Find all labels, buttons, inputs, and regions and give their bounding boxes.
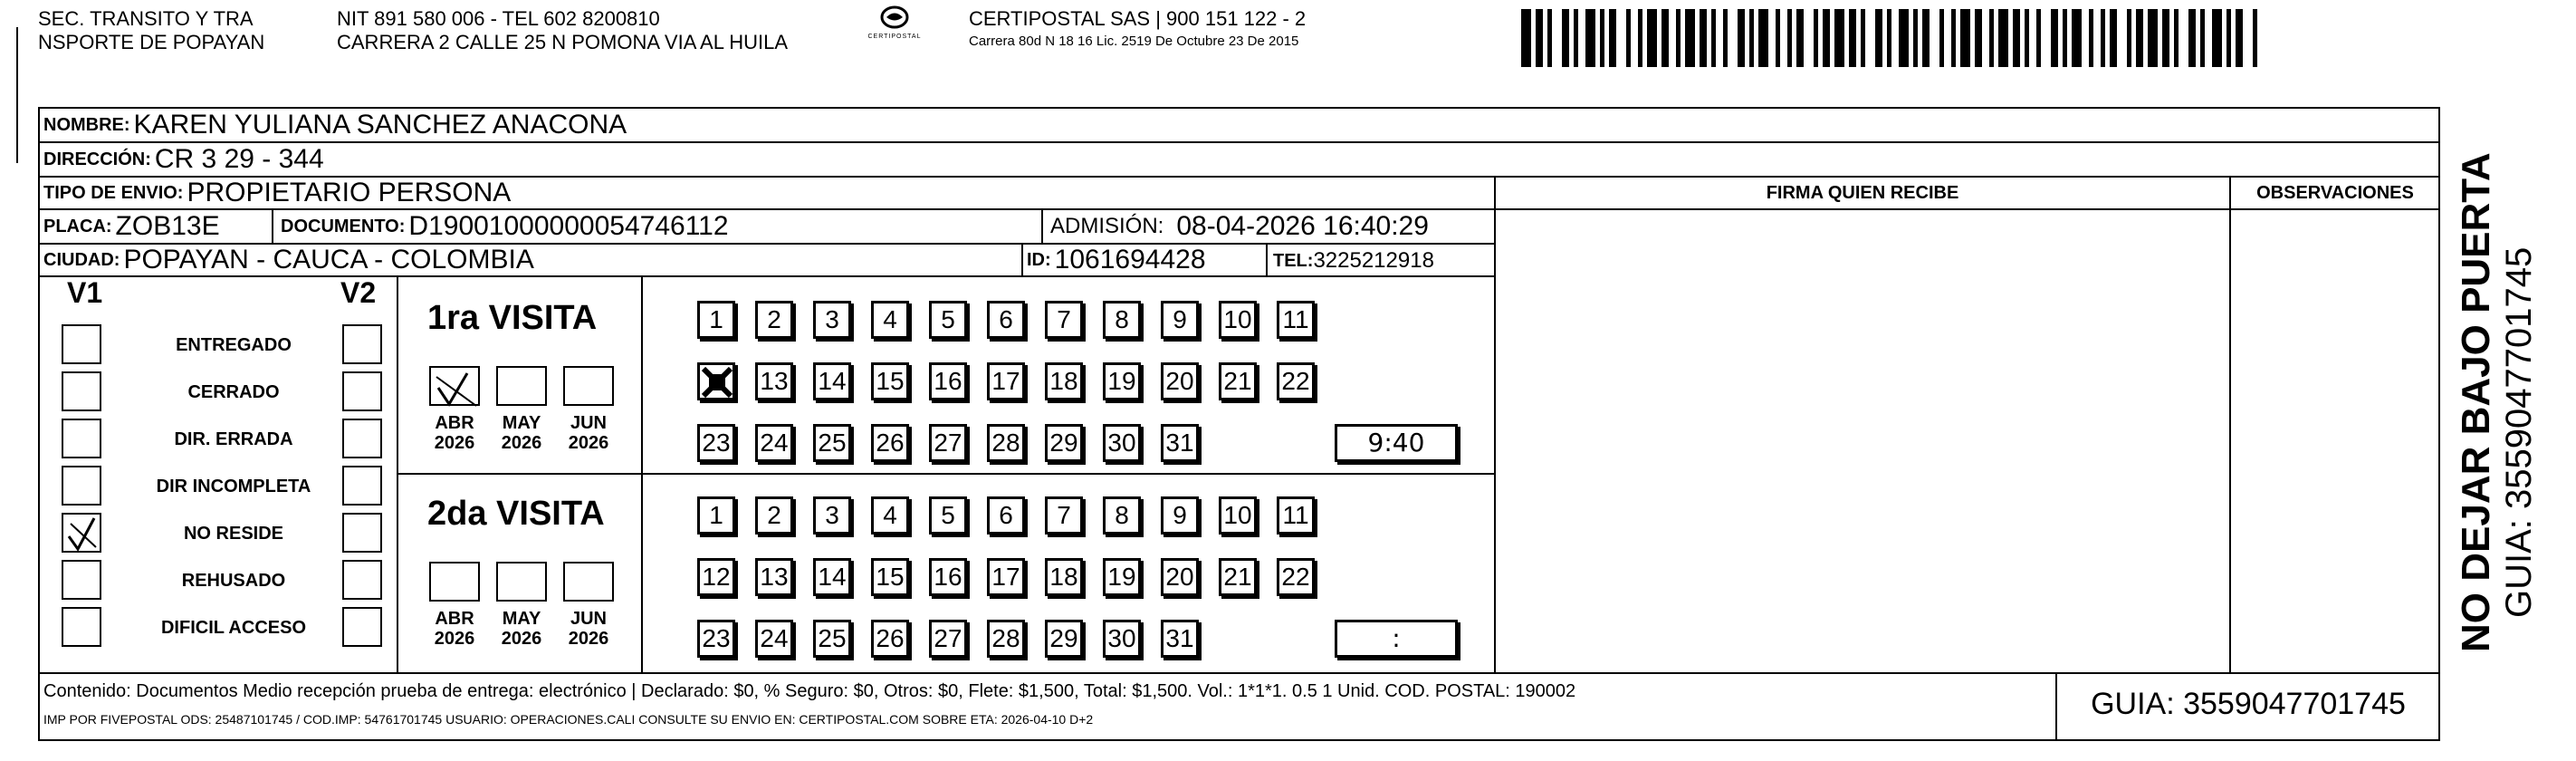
day-box[interactable]: 10 [1219,301,1257,339]
v1-checkbox[interactable] [62,560,101,600]
v1-checkbox[interactable] [62,324,101,364]
status-option-label: ENTREGADO [176,335,292,355]
barcode-bar [2174,9,2179,67]
day-box[interactable]: 2 [755,301,793,339]
v2-checkbox[interactable] [342,560,382,600]
day-box[interactable]: 16 [929,558,967,596]
day-box[interactable]: 21 [1219,558,1257,596]
barcode-bar [2089,9,2093,67]
observaciones-header: OBSERVACIONES [2256,183,2414,203]
day-box[interactable]: 17 [987,362,1025,400]
barcode-bar [1536,9,1543,67]
day-box[interactable]: 27 [929,620,967,658]
month-year: 2026 [568,629,609,649]
month-checkbox-jun[interactable] [563,366,614,406]
barcode-bar [1685,9,1695,67]
admision-label: ADMISIÓN: [1050,214,1164,238]
day-box[interactable]: 30 [1103,620,1141,658]
direccion-value: CR 3 29 - 344 [154,144,324,174]
footer-line2: IMP POR FIVEPOSTAL ODS: 25487101745 / COD.IMP: 54761701745 USUARIO: OPERACIONES.CALI CONSULTE SU ENVIO EN: CERTIPOSTAL.COM SOBRE ETA: 2026-04-10 D+2 [43,712,1094,727]
barcode-bar [2063,9,2067,67]
month-name: MAY [502,609,541,629]
v2-label: V2 [340,276,377,309]
day-box[interactable]: 20 [1161,558,1199,596]
day-box[interactable]: 29 [1045,620,1083,658]
barcode-bar [1723,9,1728,67]
month-year: 2026 [501,433,542,453]
logo-text: CERTIPOSTAL [867,34,922,40]
day-box[interactable]: 7 [1045,301,1083,339]
sender-line1: SEC. TRANSITO Y TRA [38,7,254,30]
day-box[interactable]: 1 [697,301,735,339]
left-margin-mark [16,27,18,163]
month-label [490,413,553,453]
status-option-label: DIFICIL ACCESO [160,618,306,638]
side-text [2454,127,2539,652]
month-checkbox-may[interactable] [496,562,547,602]
nombre-value: KAREN YULIANA SANCHEZ ANACONA [133,110,627,140]
day-box[interactable]: 25 [813,620,851,658]
barcode-bar [1875,9,1882,67]
day-box[interactable]: 19 [1103,558,1141,596]
day-box[interactable]: 14 [813,362,851,400]
tel-label: TEL: [1273,250,1314,271]
id-value: 1061694428 [1054,245,1206,275]
barcode-bar [2036,9,2041,67]
month-year: 2026 [434,433,475,453]
month-name: MAY [502,413,541,433]
month-label [423,413,486,453]
barcode-bar [2101,9,2105,67]
nit-line2: CARRERA 2 CALLE 25 N POMONA VIA AL HUILA [337,31,789,53]
month-name: JUN [570,413,607,433]
month-label [557,609,620,649]
certipostal-logo [858,5,931,49]
day-box[interactable]: 5 [929,496,967,535]
time-box[interactable]: : [1335,620,1458,658]
barcode [1521,0,2273,72]
day-box[interactable]: 28 [987,424,1025,462]
v2-checkbox[interactable] [342,466,382,506]
status-option-label: DIR INCOMPLETA [156,477,311,496]
placa-value: ZOB13E [115,211,220,241]
month-label [423,609,486,649]
tipo-value: PROPIETARIO PERSONA [187,178,512,207]
logo-icon [878,5,911,29]
v1-checkbox[interactable] [62,419,101,458]
day-box[interactable]: 21 [1219,362,1257,400]
day-box[interactable]: 30 [1103,424,1141,462]
sender-block [38,7,264,54]
day-box[interactable]: 14 [813,558,851,596]
second-visit-title: 2da VISITA [427,495,605,533]
tipo-label: TIPO DE ENVIO: [43,182,184,203]
placa-label: PLACA: [43,216,112,236]
barcode-bar [2013,9,2020,67]
month-year: 2026 [434,629,475,649]
v1-checkbox[interactable] [62,607,101,647]
day-box[interactable]: 4 [871,301,909,339]
barcode-bar [1521,9,1531,67]
placa-row [40,210,220,243]
first-visit-title: 1ra VISITA [427,299,598,337]
status-option-label: DIR. ERRADA [174,429,293,449]
status-option-label: REHUSADO [181,571,286,591]
v2-checkbox[interactable] [342,513,382,553]
ciudad-label: CIUDAD: [43,249,120,270]
sender-line2: NSPORTE DE POPAYAN [38,31,265,53]
barcode-bar [1676,9,1681,67]
day-box[interactable]: 7 [1045,496,1083,535]
day-box[interactable]: 11 [1277,496,1315,535]
barcode-bar [2226,9,2231,67]
barcode-bar [1998,9,2008,67]
tipo-row [40,178,511,208]
day-box[interactable]: 9 [1161,301,1199,339]
barcode-bar [1939,9,1944,67]
month-label [557,413,620,453]
day-box[interactable]: 10 [1219,496,1257,535]
day-box[interactable]: 8 [1103,301,1141,339]
tel-row [1269,246,1434,275]
admision-row [1047,210,1429,243]
documento-row [277,210,729,243]
barcode-bar [1547,9,1552,67]
day-box[interactable]: 16 [929,362,967,400]
v2-checkbox[interactable] [342,371,382,411]
barcode-bar [1814,9,1818,67]
barcode-bar [2236,9,2243,67]
barcode-bar [1758,9,1768,67]
barcode-bar [1749,9,1754,67]
day-box[interactable]: 6 [987,496,1025,535]
barcode-bar [1609,9,1616,67]
day-box[interactable]: 12 [697,558,735,596]
month-checkbox-jun[interactable] [563,562,614,602]
month-name: JUN [570,609,607,629]
v1-label: V1 [67,276,103,309]
barcode-bar [2127,9,2131,67]
day-box[interactable]: 31 [1161,424,1199,462]
barcode-bar [1834,9,1844,67]
documento-label: DOCUMENTO: [281,216,406,236]
barcode-bar [1711,9,1716,67]
nit-line1: NIT 891 580 006 - TEL 602 8200810 [337,7,660,30]
barcode-bar [2253,9,2257,67]
day-box[interactable]: 24 [755,620,793,658]
day-box[interactable]: 3 [813,301,851,339]
day-box[interactable]: 13 [755,558,793,596]
status-option-label: CERRADO [187,382,280,402]
day-box[interactable]: 4 [871,496,909,535]
month-year: 2026 [568,433,609,453]
firma-header: FIRMA QUIEN RECIBE [1766,183,1959,203]
day-box[interactable]: 11 [1277,301,1315,339]
month-checkbox-abr[interactable] [429,562,480,602]
v2-checkbox[interactable] [342,419,382,458]
barcode-bar [1975,9,1982,67]
barcode-bar [1823,9,1830,67]
nit-block [337,7,788,54]
no-dejar-bajo-puerta: NO DEJAR BAJO PUERTA [2454,152,2498,652]
day-box[interactable]: 18 [1045,558,1083,596]
barcode-bar [1647,9,1657,67]
day-box[interactable]: 17 [987,558,1025,596]
day-box[interactable]: 1 [697,496,735,535]
barcode-bar [2110,9,2117,67]
day-box[interactable]: 3 [813,496,851,535]
nombre-label: NOMBRE: [43,114,130,135]
barcode-bar [1661,9,1669,67]
barcode-bar [1960,9,1970,67]
day-box[interactable]: 29 [1045,424,1083,462]
v1-checkbox[interactable] [62,466,101,506]
check-mark-icon [63,515,103,554]
day-box[interactable]: 26 [871,424,909,462]
day-box[interactable]: 2 [755,496,793,535]
company-line2: Carrera 80d N 18 16 Lic. 2519 De Octubre 23 De 2015 [969,34,1299,49]
barcode-bar [1738,9,1745,67]
nombre-row [40,109,627,141]
day-box[interactable]: 23 [697,620,735,658]
direccion-row [40,143,324,176]
day-box[interactable]: 6 [987,301,1025,339]
v2-checkbox[interactable] [342,607,382,647]
month-year: 2026 [501,629,542,649]
direccion-label: DIRECCIÓN: [43,149,151,169]
day-box[interactable]: 27 [929,424,967,462]
day-box[interactable]: 25 [813,424,851,462]
barcode-bar [1796,9,1804,67]
day-box[interactable]: 19 [1103,362,1141,400]
month-label [490,609,553,649]
barcode-bar [1787,9,1792,67]
barcode-bar [1951,9,1956,67]
barcode-bar [1600,9,1604,67]
barcode-bar [2025,9,2029,67]
day-box[interactable]: 18 [1045,362,1083,400]
side-guia: GUIA: 3559047701745 [2499,246,2539,618]
day-box[interactable]: 9 [1161,496,1199,535]
barcode-bar [1585,9,1595,67]
time-box[interactable]: 9:40 [1335,424,1458,462]
footer-line1: Contenido: Documentos Medio recepción prueba de entrega: electrónico | Declarado: $0, % Seguro: $0, Otros: $0, Flete: $1,500, Total: $1,500. Vol.: 1*1*1. 0.5 1 Unid. COD. POSTAL: 190002 [43,681,1576,701]
barcode-bar [1887,9,1891,67]
barcode-bar [1638,9,1642,67]
day-box[interactable]: 5 [929,301,967,339]
barcode-bar [2200,9,2205,67]
day-box[interactable]: 20 [1161,362,1199,400]
month-checkbox-may[interactable] [496,366,547,406]
v1-checkbox[interactable] [62,513,101,553]
barcode-bar [1562,9,1569,67]
barcode-bar [1899,9,1909,67]
day-box[interactable]: 24 [755,424,793,462]
barcode-bar [2051,9,2058,67]
barcode-bar [1913,9,1918,67]
day-box[interactable]: 22 [1277,362,1315,400]
day-box[interactable] [697,362,735,400]
id-row [1023,245,1206,275]
day-box[interactable]: 15 [871,362,909,400]
day-box[interactable]: 15 [871,558,909,596]
company-line1: CERTIPOSTAL SAS | 900 151 122 - 2 [969,7,1307,30]
day-box[interactable]: 31 [1161,620,1199,658]
documento-value: D19001000000054746112 [408,211,729,241]
status-option-label: NO RESIDE [183,524,284,544]
v1-checkbox[interactable] [62,371,101,411]
day-box[interactable]: 8 [1103,496,1141,535]
barcode-bar [2212,9,2222,67]
company-block [969,7,1306,53]
barcode-bar [1574,9,1578,67]
id-label: ID: [1027,249,1051,270]
barcode-bar [1922,9,1930,67]
ciudad-value: POPAYAN - CAUCA - COLOMBIA [123,245,534,275]
cross-mark-icon [700,365,734,400]
v2-checkbox[interactable] [342,324,382,364]
barcode-bar [1626,9,1631,67]
barcode-bar [2162,9,2169,67]
day-box[interactable]: 13 [755,362,793,400]
day-box[interactable]: 28 [987,620,1025,658]
day-box[interactable]: 26 [871,620,909,658]
month-checkbox-abr[interactable] [429,366,480,406]
day-box[interactable]: 23 [697,424,735,462]
footer-guia: GUIA: 3559047701745 [2091,687,2406,721]
tel-value: 3225212918 [1313,248,1434,273]
barcode-bar [1849,9,1856,67]
barcode-bar [2188,9,2196,67]
barcode-bar [1776,9,1780,67]
barcode-bar [1989,9,1994,67]
month-name: ABR [435,413,474,433]
day-box[interactable]: 22 [1277,558,1315,596]
check-mark-icon [431,368,482,408]
barcode-bar [2148,9,2158,67]
ciudad-row [40,245,534,275]
barcode-bar [2072,9,2082,67]
barcode-bar [2136,9,2143,67]
month-name: ABR [435,609,474,629]
barcode-bar [1861,9,1865,67]
barcode-bar [1700,9,1707,67]
admision-value: 08-04-2026 16:40:29 [1176,211,1429,241]
